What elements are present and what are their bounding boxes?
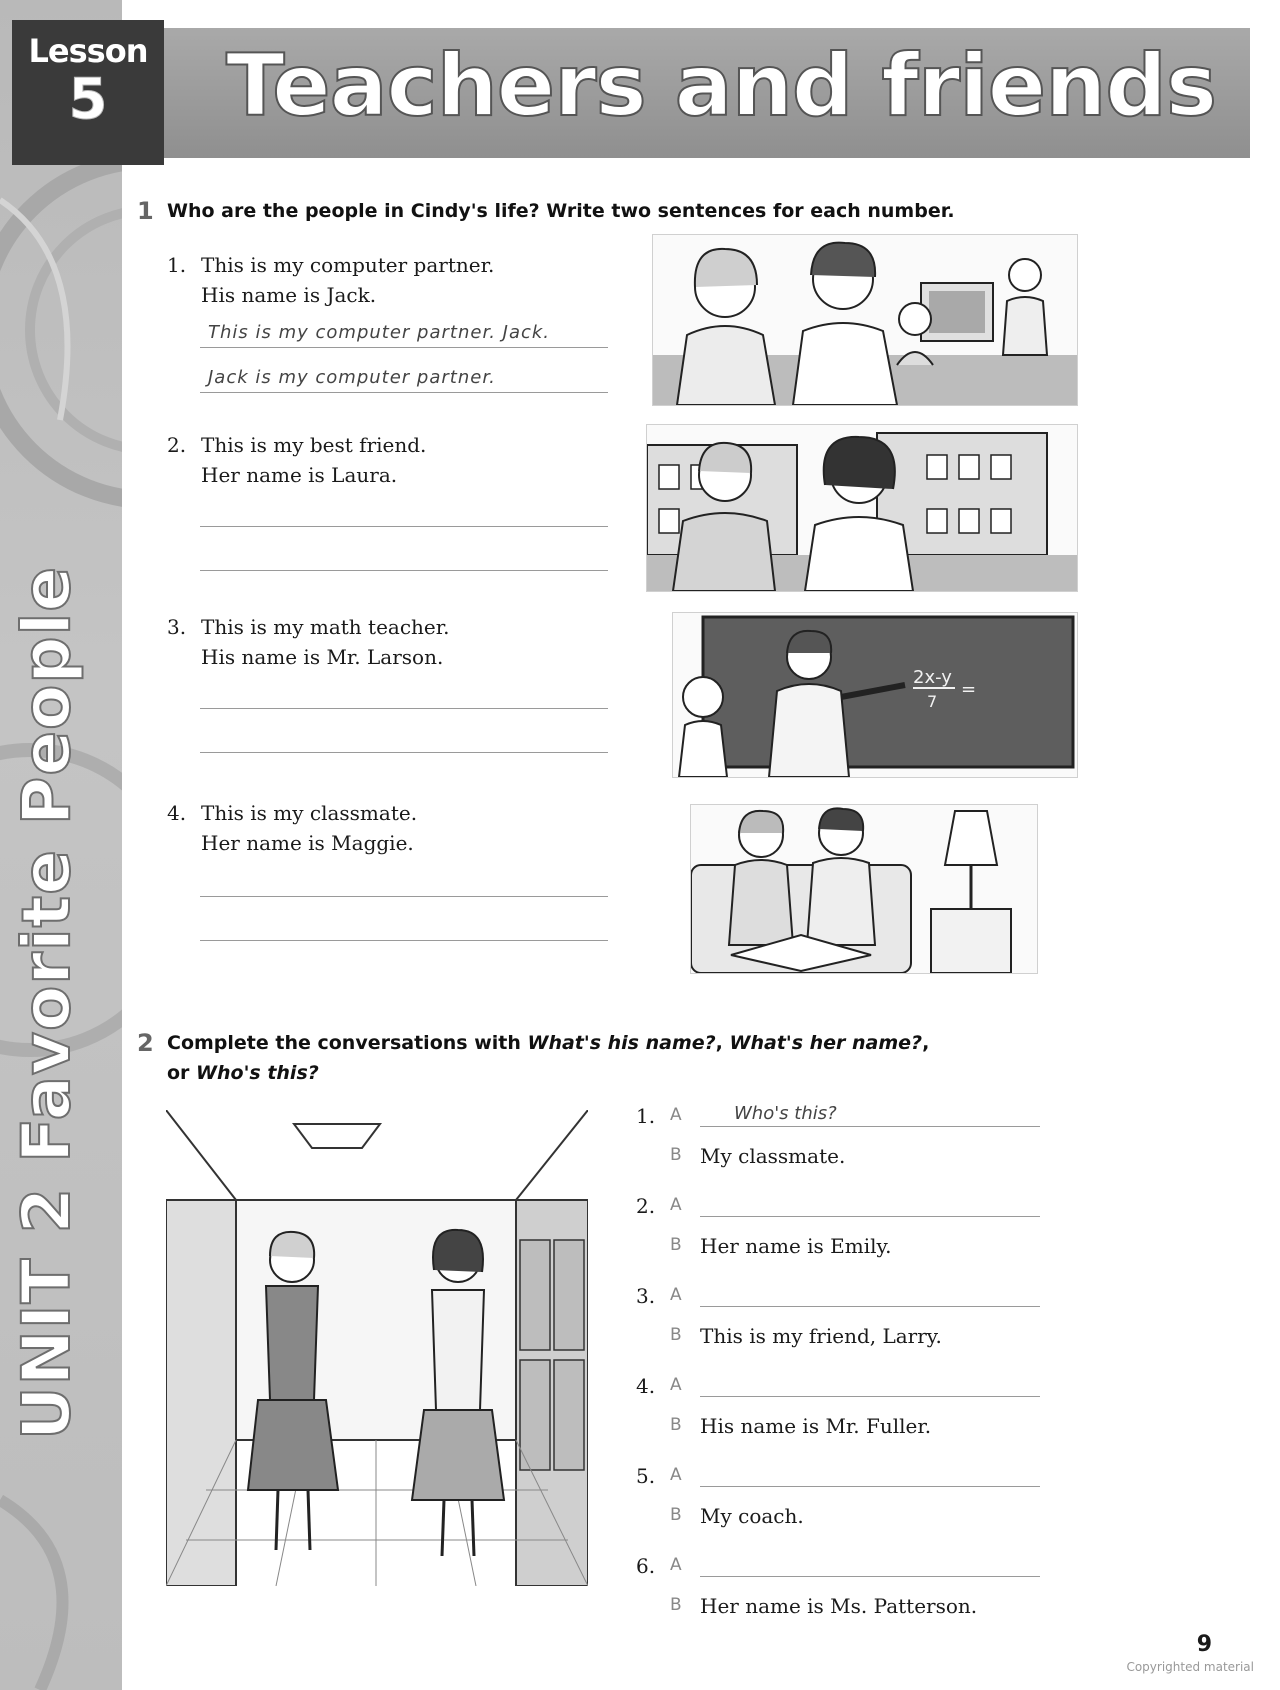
speaker-b-text: My coach. [700, 1504, 804, 1528]
answer-input-6[interactable] [700, 1548, 1040, 1577]
speaker-b-label: B [670, 1505, 682, 1525]
answer-line-3a[interactable] [200, 678, 608, 709]
illustration-hallway [166, 1110, 588, 1586]
answer-line-1a[interactable] [200, 317, 608, 348]
speaker-b-label: B [670, 1325, 682, 1345]
speaker-b-label: B [670, 1235, 682, 1255]
exercise-2-phrase-2: What's her name? [729, 1032, 923, 1054]
speaker-b-label: B [670, 1415, 682, 1435]
item-line-2: His name is Mr. Larson. [201, 645, 444, 669]
speaker-b-label: B [670, 1145, 682, 1165]
answer-line-3b[interactable] [200, 722, 608, 753]
conversation-list [636, 1104, 1096, 1634]
answer-line-4b[interactable] [200, 910, 608, 941]
unit-side-band [0, 0, 122, 1690]
lesson-badge [12, 20, 164, 165]
answer-text: Jack is my computer partner. [208, 367, 496, 388]
conversation-number: 2. [636, 1194, 656, 1218]
speaker-b-text: My classmate. [700, 1144, 846, 1168]
item-line-2: Her name is Laura. [201, 463, 398, 487]
exercise-2-separator-1: , [715, 1032, 730, 1054]
item-number: 1. [167, 253, 187, 277]
unit-title: UNIT 2 Favorite People [8, 566, 85, 1440]
answer-line-2b[interactable] [200, 540, 608, 571]
conversation-4-a [636, 1374, 1096, 1414]
conversation-5-a [636, 1464, 1096, 1504]
illustration-classmate [690, 804, 1038, 974]
answer-input-1[interactable] [700, 1098, 1040, 1127]
conversation-2-b [636, 1234, 1096, 1274]
conversation-3-a [636, 1284, 1096, 1324]
exercise-1-instruction: Who are the people in Cindy's life? Write two sentences for each number. [167, 200, 955, 222]
exercise-2-instruction-line-2: or [167, 1062, 197, 1084]
answer-text: This is my computer partner. Jack. [208, 322, 551, 343]
conversation-number: 4. [636, 1374, 656, 1398]
exercise-2-number: 2 [137, 1029, 154, 1057]
conversation-3-b [636, 1324, 1096, 1364]
exercise-1-item-4 [167, 798, 417, 858]
speaker-a-label: A [670, 1285, 682, 1305]
conversation-number: 5. [636, 1464, 656, 1488]
speaker-b-label: B [670, 1595, 682, 1615]
exercise-1-item-3 [167, 612, 449, 672]
answer-line-2a[interactable] [200, 496, 608, 527]
conversation-2-a [636, 1194, 1096, 1234]
speaker-b-text: Her name is Emily. [700, 1234, 892, 1258]
exercise-1-number: 1 [137, 197, 154, 225]
item-line-2: His name is Jack. [201, 283, 377, 307]
speaker-b-text: This is my friend, Larry. [700, 1324, 942, 1348]
answer-input-5[interactable] [700, 1458, 1040, 1487]
item-line-2: Her name is Maggie. [201, 831, 414, 855]
best-friend-drawing [647, 425, 1077, 591]
answer-line-4a[interactable] [200, 866, 608, 897]
title-banner [164, 28, 1250, 158]
exercise-1-heading [137, 197, 1127, 225]
page-number: 9 [1196, 1632, 1212, 1657]
math-teacher-drawing [673, 613, 1077, 777]
answer-line-1b[interactable] [200, 362, 608, 393]
page-title: Teachers and friends [226, 36, 1217, 136]
computer-partner-drawing [653, 235, 1077, 405]
lesson-number: 5 [68, 67, 108, 132]
exercise-2-separator-2: , [922, 1032, 930, 1054]
speaker-b-text: His name is Mr. Fuller. [700, 1414, 932, 1438]
item-line-1: This is my best friend. [201, 433, 427, 457]
exercise-2-instruction-prefix: Complete the conversations with [167, 1032, 528, 1054]
conversation-4-b [636, 1414, 1096, 1454]
conversation-1-b [636, 1144, 1096, 1184]
lesson-label: Lesson [28, 32, 148, 70]
speaker-a-label: A [670, 1195, 682, 1215]
item-line-1: This is my math teacher. [201, 615, 450, 639]
answer-input-4[interactable] [700, 1368, 1040, 1397]
item-line-1: This is my computer partner. [201, 253, 495, 277]
conversation-number: 6. [636, 1554, 656, 1578]
illustration-computer-partner [652, 234, 1078, 406]
conversation-6-b [636, 1594, 1096, 1634]
conversation-5-b [636, 1504, 1096, 1544]
exercise-1-item-2 [167, 430, 426, 490]
speaker-a-label: A [670, 1555, 682, 1575]
speaker-a-label: A [670, 1105, 682, 1125]
illustration-math-teacher [672, 612, 1078, 778]
chalkboard-equals: = [961, 679, 977, 700]
conversation-6-a [636, 1554, 1096, 1594]
answer-input-3[interactable] [700, 1278, 1040, 1307]
item-line-1: This is my classmate. [201, 801, 418, 825]
illustration-best-friend [646, 424, 1078, 592]
item-number: 2. [167, 433, 187, 457]
conversation-number: 3. [636, 1284, 656, 1308]
speaker-a-label: A [670, 1465, 682, 1485]
conversation-number: 1. [636, 1104, 656, 1128]
classmate-drawing [691, 805, 1037, 973]
exercise-2-heading [137, 1028, 1127, 1088]
exercise-2-phrase-3: Who's this? [196, 1062, 319, 1084]
chalkboard-equation: 2x-y [913, 667, 952, 688]
answer-text: Who's this? [734, 1103, 837, 1124]
item-number: 3. [167, 615, 187, 639]
conversation-1-a [636, 1104, 1096, 1144]
speaker-a-label: A [670, 1375, 682, 1395]
speaker-b-text: Her name is Ms. Patterson. [700, 1594, 978, 1618]
exercise-2-phrase-1: What's his name? [527, 1032, 716, 1054]
hallway-drawing [166, 1110, 588, 1586]
copyright-notice: Copyrighted material [1126, 1660, 1254, 1674]
item-number: 4. [167, 801, 187, 825]
answer-input-2[interactable] [700, 1188, 1040, 1217]
exercise-1-item-1 [167, 250, 494, 310]
chalkboard-denominator: 7 [927, 692, 938, 711]
